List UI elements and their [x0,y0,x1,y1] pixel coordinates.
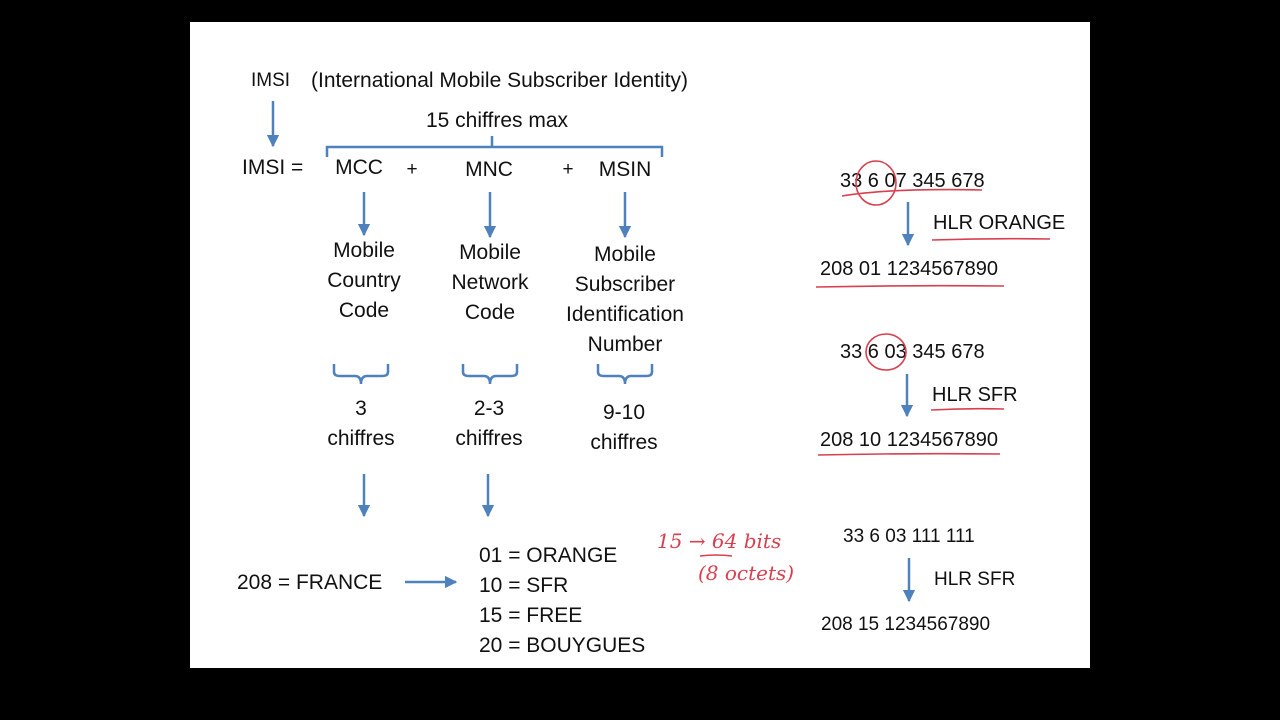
formula-lhs: IMSI = [242,156,304,179]
mnc-description: Mobile Network Code [451,241,529,324]
formula-mnc: MNC [465,158,513,181]
handwritten-octets: (8 octets) [698,561,795,585]
example-3-msisdn: 33 6 03 111 111 [843,526,975,547]
underline-imsi-1-icon [816,286,1004,287]
example-1-msisdn: 33 6 07 345 678 [840,170,985,192]
underline-64-icon [700,555,732,556]
operators-list: 01 = ORANGE 10 = SFR 15 = FREE 20 = BOUYGUES [479,544,646,657]
underline-msisdn-1-icon [842,190,982,196]
braces [327,136,662,384]
arrows [273,101,909,601]
formula-plus-1: + [406,159,418,180]
example-1-imsi: 208 01 1234567890 [820,258,998,280]
handwritten-marks [700,161,1050,556]
underline-hlr-sfr-icon [931,409,1004,410]
max-digits-label: 15 chiffres max [425,109,569,132]
mcc-description: Mobile Country Code [327,239,401,322]
example-2-imsi: 208 10 1234567890 [820,429,998,451]
example-3-hlr: HLR SFR [934,569,1016,590]
example-2-msisdn: 33 6 03 345 678 [840,341,985,363]
circle-07-icon [856,161,896,205]
country-example: 208 = FRANCE [237,571,383,594]
brace-msin-icon [598,364,652,384]
underline-imsi-2-icon [818,454,1000,455]
mcc-digits: 3 chiffres [327,397,395,450]
example-2-hlr: HLR SFR [932,384,1018,406]
formula-plus-2: + [562,159,574,180]
handwritten-conversion: 15 → 64 bits [657,529,782,553]
example-3-imsi: 208 15 1234567890 [821,614,991,635]
brace-mcc-icon [334,364,388,384]
msin-digits: 9-10 chiffres [590,401,658,454]
circle-03-icon [866,334,906,370]
msin-description: Mobile Subscriber Identification Number [566,243,684,356]
example-1-hlr: HLR ORANGE [933,212,1066,234]
brace-top-icon [327,136,662,157]
underline-hlr-orange-icon [932,239,1050,240]
imsi-label: IMSI [251,70,291,91]
brace-mnc-icon [463,364,517,384]
formula-mcc: MCC [335,156,383,179]
mnc-digits: 2-3 chiffres [455,397,523,450]
imsi-definition: (International Mobile Subscriber Identity) [311,69,689,92]
formula-msin: MSIN [598,158,652,181]
